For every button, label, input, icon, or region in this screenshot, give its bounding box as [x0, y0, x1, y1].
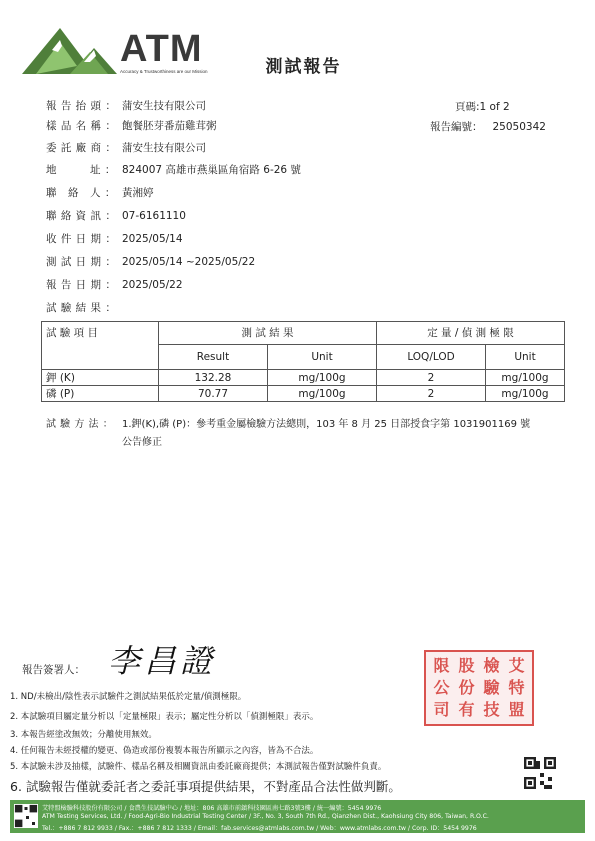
- test-method-label: 試 驗 方 法 ：: [46, 419, 114, 430]
- test-method-line1: 1.鉀(K),磷 (P)：參考重金屬檢驗方法總則，103 年 8 月 25 日部授食字第 1031901169 號: [122, 419, 531, 430]
- footer-qr-code-icon: [14, 804, 38, 828]
- footer-line-1: 艾特盟檢驗科技股份有限公司 / 食農生技試驗中心 / 地址：806 高雄市前鎮科技園區南七路3號3樓 / 統一編號：5454 9976: [42, 805, 382, 812]
- results-table: [41, 321, 565, 402]
- note-6: 6. 試驗報告僅就委託者之委託事項提供結果，不對產品合法性做判斷。: [10, 779, 401, 794]
- field-received-date: 收 件 日 期 ： 2025/05/14: [46, 233, 183, 245]
- page-number: 頁碼:1 of 2: [455, 101, 510, 113]
- table-row: 磷 (P) 70.77 mg/100g 2 mg/100g: [42, 386, 565, 402]
- note-5: 5. 本試驗未涉及抽樣，試驗件、樣品名稱及相關資訊由委託廠商提供；本測試報告僅對試驗件負責。: [10, 762, 387, 772]
- report-number-value: 25050342: [492, 121, 546, 133]
- signer-label: 報告簽署人：: [22, 664, 85, 676]
- note-4: 4. 任何報告未經授權的變更、偽造或部份複製本報告所顯示之內容，皆為不合法。: [10, 746, 319, 756]
- field-address: 地 址 ： 824007 高雄市燕巢區角宿路 6-26 號: [46, 164, 301, 176]
- test-method: [46, 418, 530, 432]
- qr-code-icon: [524, 757, 556, 789]
- note-2: 2. 本試驗項目屬定量分析以「定量極限」表示；屬定性分析以「偵測極限」表示。: [10, 712, 319, 722]
- footer-line-2: ATM Testing Services, Ltd. / Food-Agri-Bio Industrial Testing Center / 3F., No. 3, South 7th Rd., Qianzhen Dist., Kaohsiung City 806, Taiwan, R.O.C.: [42, 813, 489, 820]
- field-test-date: 測 試 日 期 ： 2025/05/14 ~2025/05/22: [46, 256, 256, 268]
- signature-image: 李昌證: [108, 642, 217, 680]
- footer-line-3: Tel.：+886 7 812 9933 / Fax.：+886 7 812 1333 / Email：fab.services@atmlabs.com.tw / Web：www.atmlabs.com.tw / Corp. ID：5454 9976: [42, 825, 477, 832]
- table-row: 鉀 (K) 132.28 mg/100g 2 mg/100g: [42, 370, 565, 386]
- brand-name: ATM: [120, 28, 203, 70]
- field-report-date: 報 告 日 期 ： 2025/05/22: [46, 279, 183, 291]
- footer-bar: [10, 800, 585, 833]
- note-1: 1. ND/未檢出/陰性表示試驗件之測試結果低於定量/偵測極限。: [10, 692, 247, 702]
- header-unit: Unit: [268, 344, 377, 369]
- company-seal: 限 股 檢 艾 公 份 驗 特 司 有 技 盟: [424, 650, 534, 726]
- header-unit-2: Unit: [486, 344, 565, 369]
- field-client: 委 託 廠 商 ： 蒲安生技有限公司: [46, 142, 206, 154]
- field-contact: 聯 絡 人 ： 黃湘婷: [46, 187, 154, 199]
- header-loq: LOQ/LOD: [377, 344, 486, 369]
- field-test-result: 試 驗 結 果 ：: [46, 302, 117, 314]
- report-title: 測試報告: [265, 57, 342, 77]
- header-test-item: 試 驗 項 目: [42, 322, 159, 370]
- field-report-header: 報 告 抬 頭 ： 蒲安生技有限公司: [46, 100, 206, 112]
- header-limit-group: 定 量 / 偵 測 極 限: [377, 322, 565, 345]
- field-sample-name: 樣 品 名 稱 ： 飽餐胚芽番茄雞茸粥: [46, 120, 217, 132]
- note-3: 3. 本報告經塗改無效；分離使用無效。: [10, 730, 157, 740]
- brand-tagline: Accuracy & Trustworthiness are our Mission: [120, 69, 208, 74]
- report-number: [430, 119, 546, 134]
- header-result-group: 測 試 結 果: [159, 322, 377, 345]
- report-number-label: 報告編號：: [430, 121, 483, 133]
- header-result: Result: [159, 344, 268, 369]
- field-contact-info: 聯 絡 資 訊 ： 07-6161110: [46, 210, 186, 222]
- test-method-line2: 公告修正: [122, 437, 162, 448]
